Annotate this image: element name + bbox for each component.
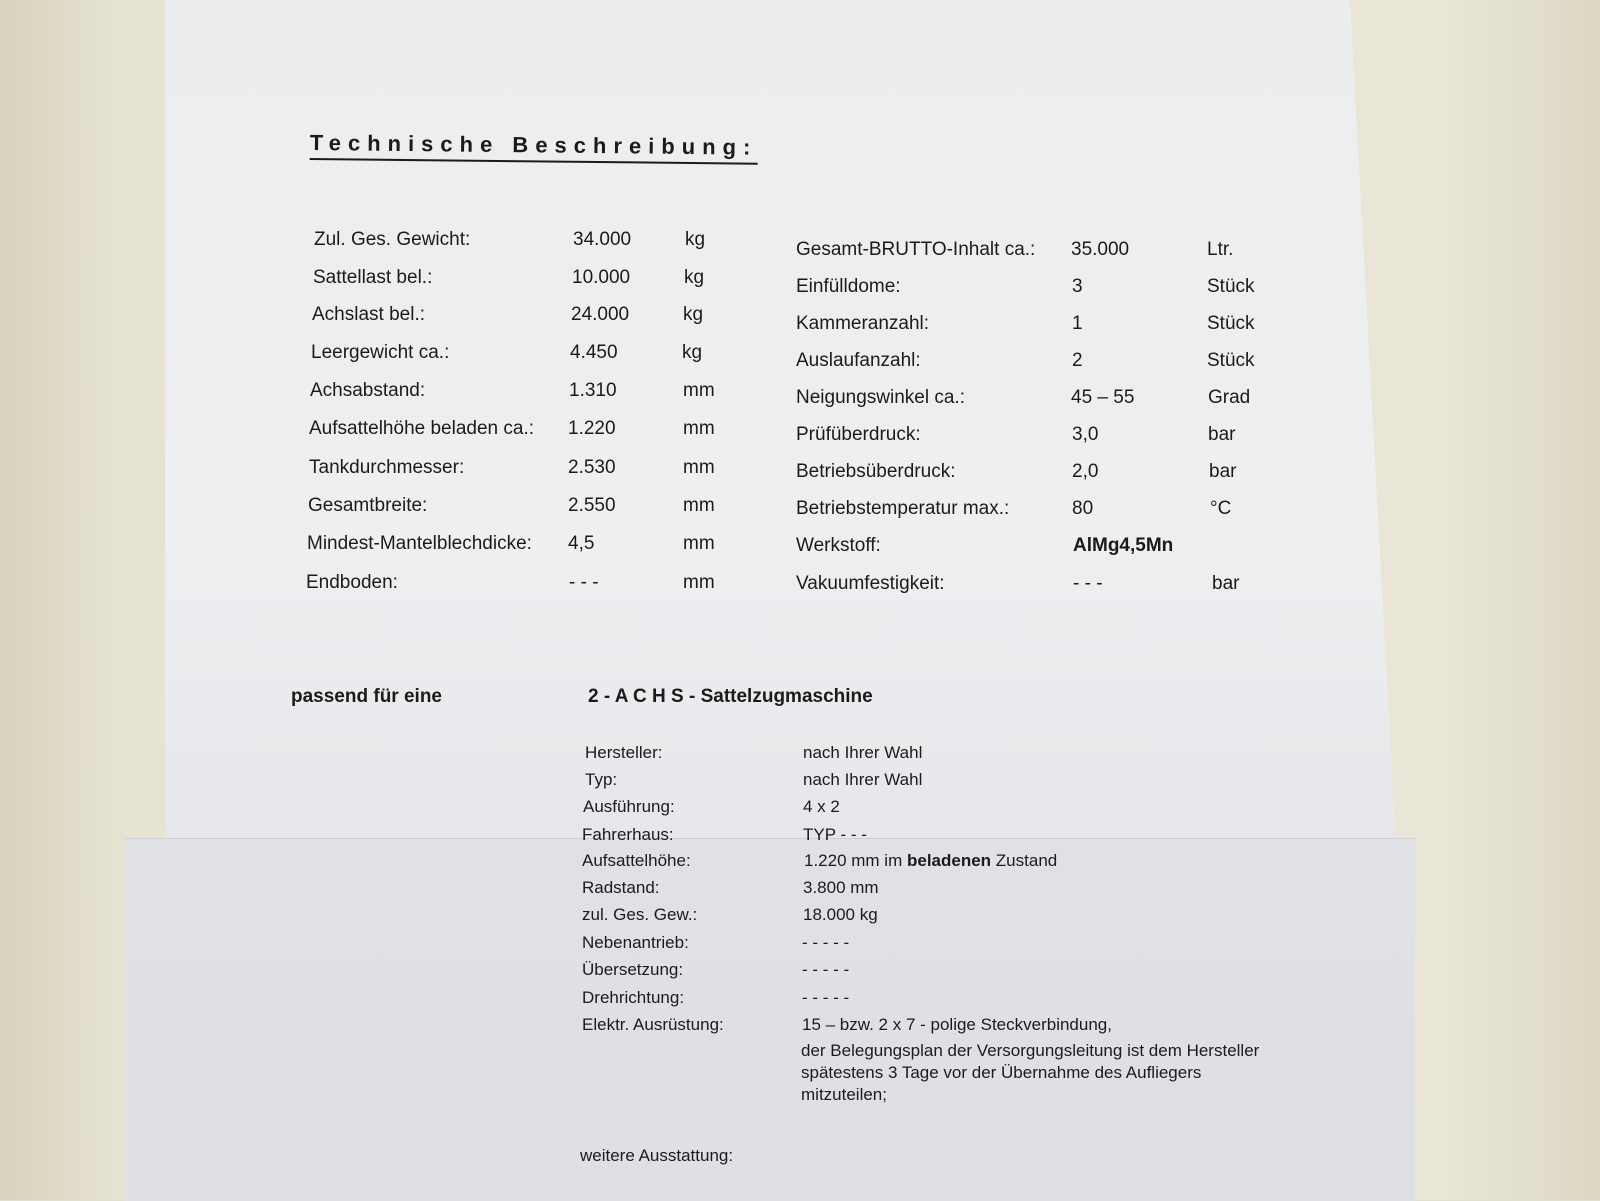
- tractor-label: Nebenantrieb:: [582, 933, 689, 952]
- tractor-label: Übersetzung:: [582, 960, 684, 979]
- spec-value: 1.310: [569, 380, 617, 401]
- spec-unit: Ltr.: [1207, 239, 1234, 260]
- spec-label: Leergewicht ca.:: [311, 342, 450, 363]
- sheet-lower-fold: [125, 838, 1415, 1201]
- spec-label: Betriebsüberdruck:: [796, 461, 956, 482]
- tractor-label: Radstand:: [582, 878, 660, 897]
- spec-row: [796, 313, 1276, 337]
- spec-value: 35.000: [1071, 239, 1130, 260]
- spec-row: [796, 387, 1276, 411]
- spec-label: Zul. Ges. Gewicht:: [314, 229, 471, 250]
- tractor-label: zul. Ges. Gew.:: [582, 905, 698, 924]
- spec-unit: °C: [1210, 498, 1232, 519]
- tractor-value: 15 – bzw. 2 x 7 - polige Steckverbindung,: [802, 1015, 1112, 1034]
- spec-row: [796, 350, 1276, 374]
- spec-value: 2.550: [568, 495, 616, 516]
- spec-unit: mm: [683, 380, 715, 401]
- spec-row: [307, 533, 727, 557]
- spec-label: Sattellast bel.:: [313, 267, 433, 288]
- tractor-value: TYP - - -: [803, 825, 867, 844]
- spec-label: Einfülldome:: [796, 276, 901, 297]
- spec-value: AlMg4,5Mn: [1073, 535, 1174, 556]
- tractor-intro: passend für eine: [291, 686, 442, 707]
- spec-label: Kammeranzahl:: [796, 313, 930, 334]
- tractor-value: [804, 851, 1057, 871]
- spec-label: Aufsattelhöhe beladen ca.:: [309, 418, 535, 439]
- spec-value: 4,5: [568, 533, 595, 554]
- document-title: Technische Beschreibung:: [310, 130, 758, 165]
- spec-value: 1.220: [568, 418, 616, 439]
- spec-unit: Stück: [1207, 313, 1255, 334]
- spec-unit: mm: [683, 495, 715, 516]
- tractor-value: nach Ihrer Wahl: [803, 770, 923, 789]
- spec-unit: kg: [683, 304, 704, 325]
- tractor-value-post: Zustand: [991, 851, 1058, 870]
- spec-value: 4.450: [570, 342, 618, 363]
- spec-value: 34.000: [573, 229, 632, 250]
- tractor-value: - - - - -: [802, 960, 850, 979]
- spec-label: Gesamt-BRUTTO-Inhalt ca.:: [796, 239, 1036, 260]
- spec-value: 24.000: [571, 304, 630, 325]
- spec-row: [309, 457, 729, 481]
- spec-row: [796, 498, 1276, 522]
- spec-row: [308, 495, 728, 519]
- spec-label: Werkstoff:: [796, 535, 881, 556]
- tractor-heading: 2 - A C H S - Sattelzugmaschine: [588, 686, 873, 707]
- spec-value: - - -: [569, 572, 599, 593]
- spec-value: 2: [1072, 350, 1083, 371]
- spec-row: [796, 535, 1276, 559]
- spec-unit: mm: [683, 572, 715, 593]
- spec-label: Neigungswinkel ca.:: [796, 387, 965, 408]
- tractor-label: Typ:: [585, 770, 618, 789]
- spec-value: - - -: [1073, 573, 1103, 594]
- spec-unit: kg: [684, 267, 705, 288]
- spec-row: [310, 380, 730, 404]
- spec-label: Achslast bel.:: [312, 304, 425, 325]
- tractor-value: - - - - -: [802, 988, 850, 1007]
- tractor-value: 18.000 kg: [803, 905, 878, 924]
- tractor-label: Drehrichtung:: [582, 988, 685, 1007]
- spec-unit: bar: [1209, 461, 1237, 482]
- tractor-label: Fahrerhaus:: [582, 825, 674, 844]
- tractor-value: 4 x 2: [803, 797, 840, 816]
- note-line: mitzuteilen;: [801, 1085, 887, 1104]
- spec-row: [309, 418, 729, 442]
- tractor-value-bold: beladenen: [906, 851, 992, 870]
- more-equipment-label: weitere Ausstattung:: [580, 1146, 734, 1165]
- spec-unit: mm: [683, 418, 715, 439]
- spec-unit: kg: [682, 342, 703, 363]
- tractor-label: Elektr. Ausrüstung:: [582, 1015, 724, 1034]
- spec-row: [796, 424, 1276, 448]
- electrical-note: [801, 1040, 1259, 1106]
- spec-label: Auslaufanzahl:: [796, 350, 921, 371]
- spec-row: [796, 461, 1276, 485]
- spec-value: 45 – 55: [1071, 387, 1135, 408]
- spec-row: [313, 267, 733, 291]
- tractor-value: - - - - -: [802, 933, 850, 952]
- spec-unit: Grad: [1208, 387, 1251, 408]
- spec-row: [796, 573, 1276, 597]
- spec-unit: mm: [683, 533, 715, 554]
- note-line: der Belegungsplan der Versorgungsleitung ist dem Hersteller: [801, 1041, 1260, 1060]
- spec-row: [312, 304, 732, 328]
- spec-label: Vakuumfestigkeit:: [796, 573, 945, 594]
- spec-value: 1: [1072, 313, 1083, 334]
- spec-label: Endboden:: [306, 572, 398, 593]
- spec-label: Achsabstand:: [310, 380, 426, 401]
- spec-label: Mindest-Mantelblechdicke:: [307, 533, 532, 554]
- note-line: spätestens 3 Tage vor der Übernahme des Aufliegers: [801, 1063, 1202, 1082]
- spec-value: 2.530: [568, 457, 616, 478]
- spec-label: Prüfüberdruck:: [796, 424, 921, 445]
- spec-label: Gesamtbreite:: [308, 495, 428, 516]
- spec-unit: Stück: [1207, 350, 1255, 371]
- spec-value: 2,0: [1072, 461, 1099, 482]
- spec-unit: mm: [683, 457, 715, 478]
- spec-unit: kg: [685, 229, 706, 250]
- spec-value: 3: [1072, 276, 1083, 297]
- tractor-value-pre: 1.220 mm im: [804, 851, 907, 870]
- tractor-label: Ausführung:: [583, 797, 675, 816]
- spec-value: 3,0: [1072, 424, 1099, 445]
- spec-unit: bar: [1208, 424, 1236, 445]
- spec-label: Betriebstemperatur max.:: [796, 498, 1010, 519]
- spec-label: Tankdurchmesser:: [309, 457, 465, 478]
- spec-row: [796, 239, 1276, 263]
- tractor-value: 3.800 mm: [803, 878, 879, 897]
- spec-value: 10.000: [572, 267, 631, 288]
- spec-row: [311, 342, 731, 366]
- tractor-value: nach Ihrer Wahl: [803, 743, 923, 762]
- spec-row: [796, 276, 1276, 300]
- tractor-label: Hersteller:: [585, 743, 663, 762]
- spec-row: [306, 572, 726, 596]
- spec-unit: Stück: [1207, 276, 1255, 297]
- spec-value: 80: [1072, 498, 1094, 519]
- tractor-label: Aufsattelhöhe:: [582, 851, 691, 870]
- spec-row: [314, 229, 734, 253]
- spec-unit: bar: [1212, 573, 1240, 594]
